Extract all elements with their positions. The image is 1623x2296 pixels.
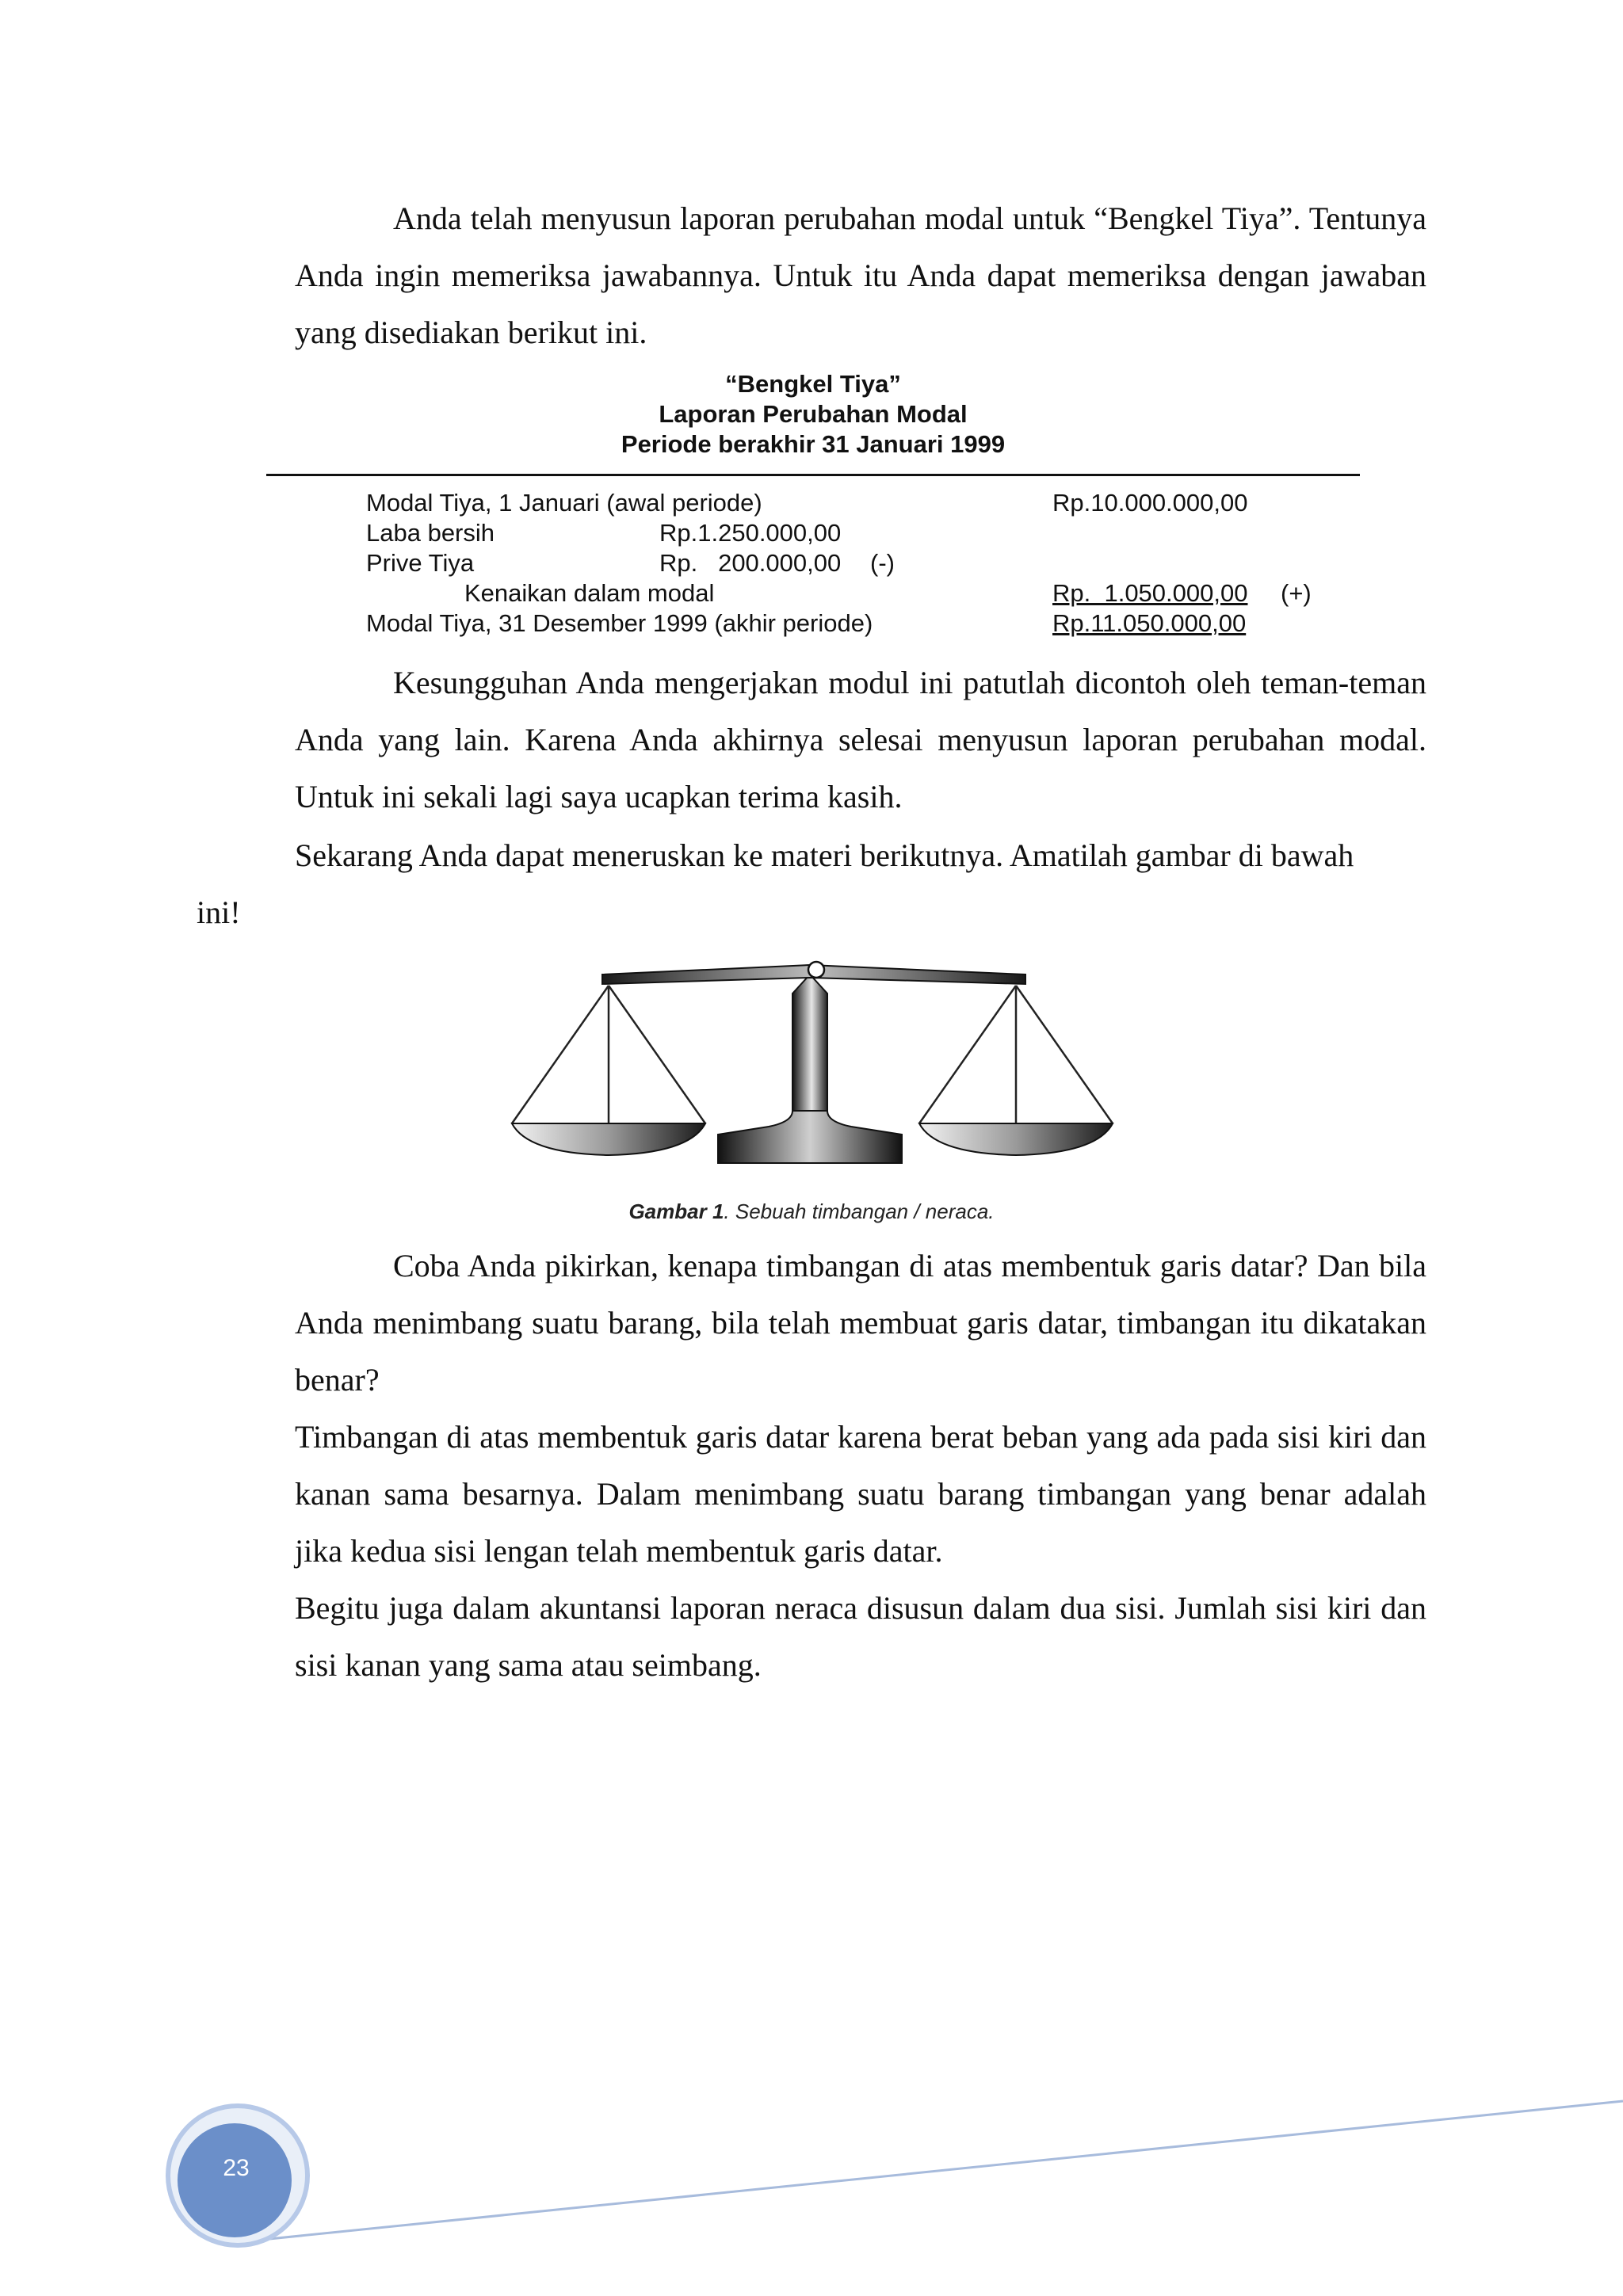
page-number: 23 (223, 2155, 250, 2181)
scale-post (792, 974, 827, 1111)
paragraph-explanation: Timbangan di atas membentuk garis datar karena berat beban yang ada pada sisi kiri dan kanan sama besarnya. Dalam menimbang suatu barang timbangan yang benar adalah jika kedua sisi lengan telah membentuk garis datar. (295, 1419, 1426, 1569)
report-title: Laporan Perubahan Modal (659, 400, 968, 428)
report-row-closing-amount: Rp.11.050.000,00 (1052, 609, 1247, 637)
balance-scale-illustration (499, 951, 1117, 1173)
footer-line (254, 2101, 1623, 2241)
figure-caption (0, 1198, 1623, 1225)
right-pan-bowl (919, 1123, 1113, 1155)
report-row-increase-amount: Rp. 1.050.000,00 (1052, 579, 1248, 607)
report-header-rule (266, 474, 1360, 476)
paragraph-next-material-tail: ini! (197, 894, 241, 930)
paragraph-balance-sheet: Begitu juga dalam akuntansi laporan neraca disusun dalam dua sisi. Jumlah sisi kiri dan sisi kanan yang sama atau seimbang. (295, 1590, 1426, 1683)
scale-pivot (808, 962, 824, 978)
left-pan (512, 986, 705, 1123)
paragraph-next-material: Sekarang Anda dapat meneruskan ke materi berikutnya. Amatilah gambar di bawah (295, 837, 1354, 873)
report-row-drawing-amount: Rp. 200.000,00 (659, 549, 842, 577)
report-row-increase-sign: (+) (1281, 579, 1312, 607)
report-row-opening-amount: Rp.10.000.000,00 (1052, 489, 1248, 517)
report-period: Periode berakhir 31 Januari 1999 (621, 430, 1006, 458)
report-company-name: “Bengkel Tiya” (725, 370, 901, 398)
paragraph-appreciation: Kesungguhan Anda mengerjakan modul ini patutlah dicontoh oleh teman-teman Anda yang lain. Karena Anda akhirnya selesai menyusun laporan perubahan modal. Untuk ini sekali lagi saya ucapkan terima kasih. (295, 665, 1426, 814)
report-row-opening-label: Modal Tiya, 1 Januari (awal periode) (366, 489, 762, 517)
figure-caption-text: . Sebuah timbangan / neraca. (724, 1199, 995, 1223)
report-row-net-income-amount: Rp.1.250.000,00 (659, 519, 842, 547)
report-row-drawing-sign: (-) (870, 549, 895, 577)
figure-caption-label: Gambar 1 (628, 1199, 724, 1223)
scale-base (718, 1111, 902, 1163)
left-pan-bowl (512, 1123, 705, 1155)
report-row-closing-label: Modal Tiya, 31 Desember 1999 (akhir periode) (366, 609, 873, 637)
report-row-increase-label: Kenaikan dalam modal (464, 579, 715, 607)
paragraph-question: Coba Anda pikirkan, kenapa timbangan di atas membentuk garis datar? Dan bila Anda menimbang suatu barang, bila telah membuat garis datar, timbangan itu dikatakan benar? (295, 1248, 1426, 1398)
report-row-drawing-label: Prive Tiya (366, 549, 475, 577)
right-pan (919, 986, 1113, 1123)
paragraph-intro: Anda telah menyusun laporan perubahan modal untuk “Bengkel Tiya”. Tentunya Anda ingin memeriksa jawabannya. Untuk itu Anda dapat memeriksa dengan jawaban yang disediakan berikut ini. (295, 200, 1426, 350)
report-row-net-income-label: Laba bersih (366, 519, 495, 547)
